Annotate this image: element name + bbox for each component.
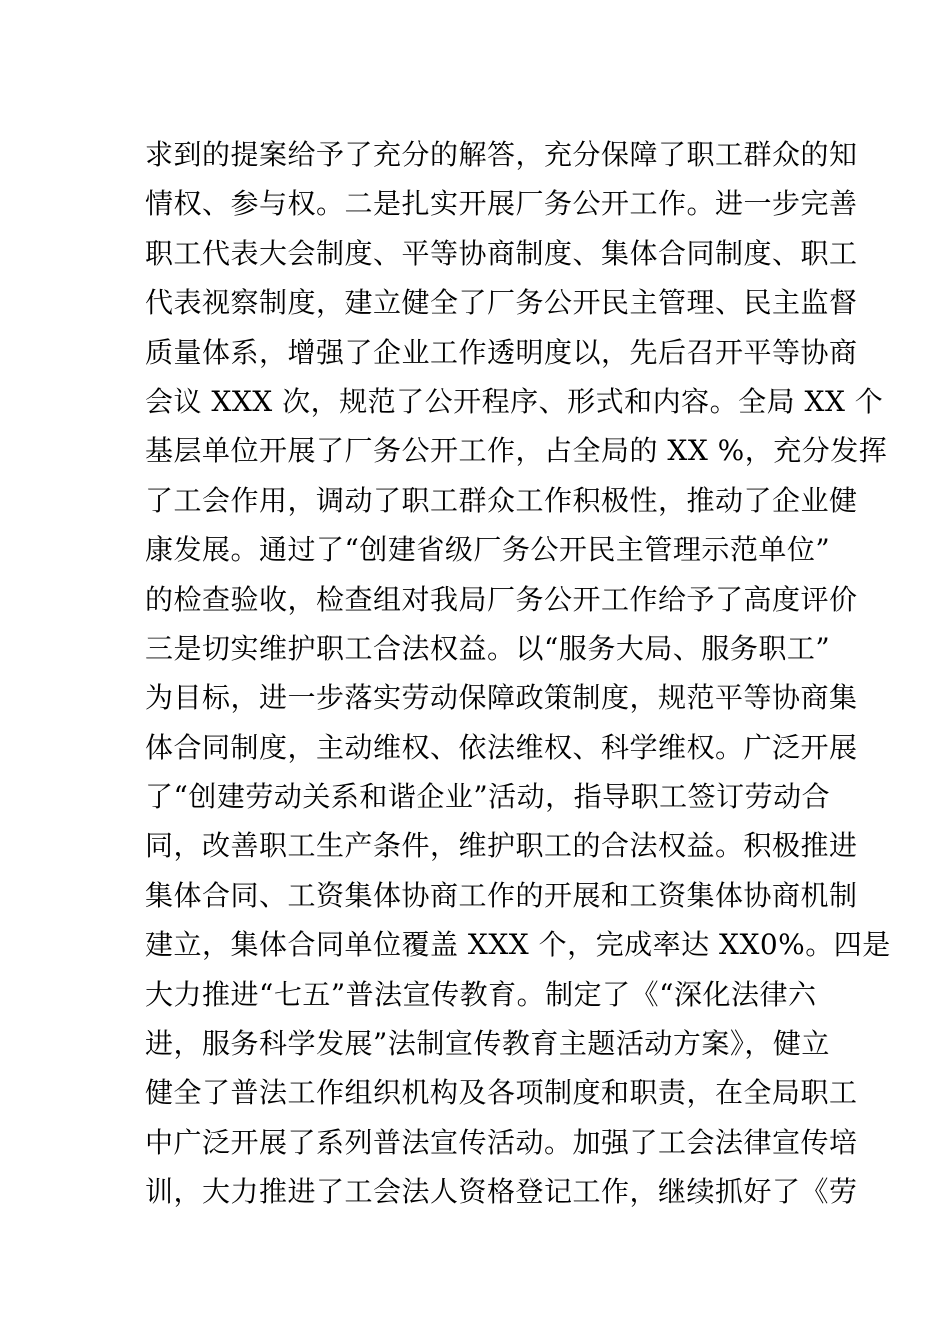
text-line: 基层单位开展了厂务公开工作，占全局的 XX %，充分发挥	[145, 434, 888, 468]
text-line: 建立，集体合同单位覆盖 XXX 个，完成率达 XX0%。四是	[145, 928, 891, 962]
body-text	[145, 130, 891, 1217]
text-line: 情权、参与权。二是扎实开展厂务公开工作。进一步完善	[145, 187, 858, 221]
text-line: 中广泛开展了系列普法宣传活动。加强了工会法律宣传培	[145, 1125, 858, 1159]
text-line: 同，改善职工生产条件，维护职工的合法权益。积极推进	[145, 829, 858, 863]
text-line: 为目标，进一步落实劳动保障政策制度，规范平等协商集	[145, 681, 858, 715]
text-line: 健全了普法工作组织机构及各项制度和职责，在全局职工	[145, 1076, 858, 1110]
text-line: 训，大力推进了工会法人资格登记工作，继续抓好了《劳	[145, 1175, 858, 1209]
text-line: 代表视察制度，建立健全了厂务公开民主管理、民主监督	[145, 286, 858, 320]
text-line: 大力推进“七五”普法宣传教育。制定了《“深化法律六	[145, 977, 817, 1011]
text-line: 了工会作用，调动了职工群众工作积极性，推动了企业健	[145, 483, 858, 517]
text-line: 进，服务科学发展”法制宣传教育主题活动方案》，健立	[145, 1027, 830, 1061]
text-line: 三是切实维护职工合法权益。以“服务大局、服务职工”	[145, 631, 831, 665]
text-line: 了“创建劳动关系和谐企业”活动，指导职工签订劳动合	[145, 780, 831, 814]
text-line: 集体合同、工资集体协商工作的开展和工资集体协商机制	[145, 878, 858, 912]
text-line: 质量体系，增强了企业工作透明度以，先后召开平等协商	[145, 335, 858, 369]
text-line: 求到的提案给予了充分的解答，充分保障了职工群众的知	[145, 138, 858, 171]
text-line: 职工代表大会制度、平等协商制度、集体合同制度、职工	[145, 236, 858, 270]
text-line: 会议 XXX 次，规范了公开程序、形式和内容。全局 XX 个	[145, 384, 884, 418]
text-line: 康发展。通过了“创建省级厂务公开民主管理示范单位”	[145, 533, 831, 567]
text-line: 体合同制度，主动维权、依法维权、科学维权。广泛开展	[145, 730, 858, 764]
text-line: 的检查验收，检查组对我局厂务公开工作给予了高度评价	[145, 582, 858, 616]
